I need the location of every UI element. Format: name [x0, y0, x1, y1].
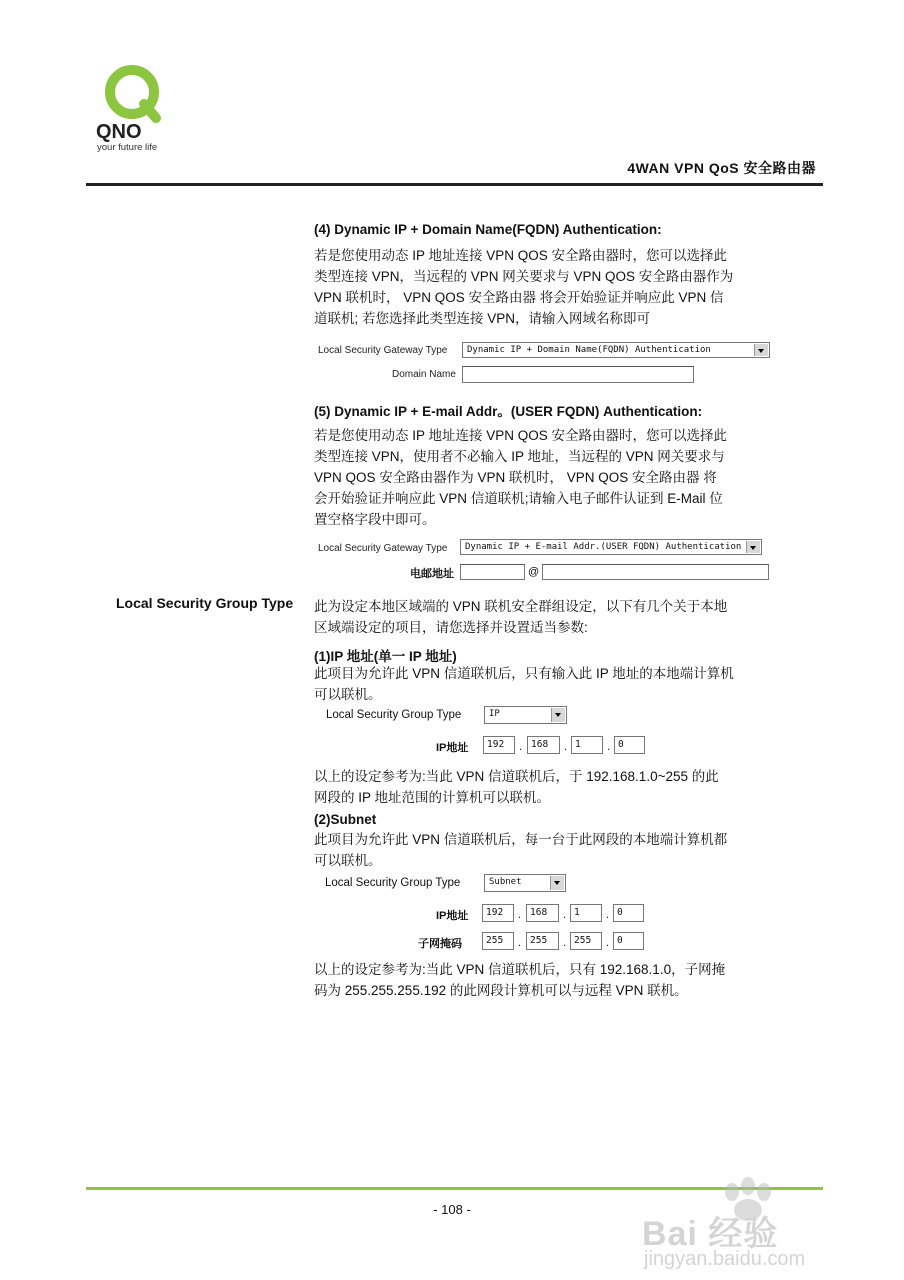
chevron-down-icon[interactable]	[754, 344, 768, 356]
gateway-type-select[interactable]	[460, 539, 762, 555]
subnet-desc-line: 此项目为允许此 VPN 信道联机后，每一台于此网段的本地端计算机都	[314, 832, 728, 847]
ip-octet-2[interactable]: 168	[527, 736, 560, 754]
group-type-term: Local Security Group Type	[116, 595, 294, 611]
ip-octet-4[interactable]: 0	[614, 736, 645, 754]
section4-line: 类型连接 VPN，当远程的 VPN 网关要求与 VPN QOS 安全路由器作为	[314, 269, 734, 284]
section4-line: 若是您使用动态 IP 地址连接 VPN QOS 安全路由器时，您可以选择此	[314, 248, 728, 263]
section5-line: 置空格字段中即可。	[314, 512, 436, 527]
ip-dot: .	[519, 741, 523, 753]
subnet-ip-octet-1[interactable]: 192	[482, 904, 514, 922]
section5-heading: (5) Dynamic IP + E-mail Addr。(USER FQDN) Authentication:	[314, 404, 703, 419]
page-number: - 108 -	[433, 1202, 471, 1217]
ip-address-label: IP地址	[436, 910, 469, 922]
subnet-desc-line: 可以联机。	[314, 853, 382, 868]
chevron-down-icon[interactable]	[746, 541, 760, 553]
mask-octet-3[interactable]: 255	[570, 932, 602, 950]
subnet-note	[314, 959, 789, 1001]
ip-desc	[314, 663, 789, 705]
ip-dot: .	[564, 741, 568, 753]
mask-octet-1[interactable]: 255	[482, 932, 514, 950]
group-type-select[interactable]	[484, 874, 566, 892]
section5-line: VPN QOS 安全路由器作为 VPN 联机时， VPN QOS 安全路由器 将	[314, 470, 717, 485]
section4-body	[314, 245, 789, 329]
watermark-url: jingyan.baidu.com	[644, 1248, 806, 1270]
mask-dot: .	[518, 937, 522, 949]
section5-line: 会开始验证并响应此 VPN 信道联机;请输入电子邮件认证到 E-Mail 位	[314, 491, 723, 506]
subnet-heading: (2)Subnet	[314, 812, 377, 827]
ip-heading: (1)IP 地址(单一 IP 地址)	[314, 649, 457, 664]
mask-dot: .	[563, 937, 567, 949]
group-type-value: Subnet	[489, 877, 522, 887]
ip-dot: .	[607, 741, 611, 753]
watermark-title: Bai 经验	[642, 1215, 779, 1253]
gateway-type-label: Local Security Gateway Type	[318, 543, 448, 554]
group-type-select[interactable]	[484, 706, 567, 724]
domain-name-input[interactable]	[462, 366, 694, 383]
at-sign: @	[528, 566, 540, 578]
mask-octet-2[interactable]: 255	[526, 932, 559, 950]
group-type-label: Local Security Group Type	[325, 877, 461, 889]
subnet-desc	[314, 829, 789, 871]
section5-body	[314, 425, 789, 530]
gateway-type-value: Dynamic IP + Domain Name(FQDN) Authentication	[467, 345, 711, 355]
gateway-type-value: Dynamic IP + E-mail Addr.(USER FQDN) Authentication	[465, 542, 742, 552]
ip-address-label: IP地址	[436, 742, 469, 754]
subnet-mask-label: 子网掩码	[418, 938, 462, 950]
mask-dot: .	[606, 937, 610, 949]
chevron-down-icon[interactable]	[551, 708, 565, 722]
gateway-type-label: Local Security Gateway Type	[318, 345, 448, 356]
mask-octet-4[interactable]: 0	[613, 932, 644, 950]
group-type-intro	[314, 596, 789, 638]
subnet-ip-octet-3[interactable]: 1	[570, 904, 602, 922]
qno-logo-mark	[96, 62, 176, 142]
section5-line: 类型连接 VPN，使用者不必输入 IP 地址，当远程的 VPN 网关要求与	[314, 449, 725, 464]
group-type-intro-line: 此为设定本地区域端的 VPN 联机安全群组设定，以下有几个关于本地	[314, 599, 728, 614]
email-domain-input[interactable]	[542, 564, 769, 580]
ip-desc-line: 可以联机。	[314, 687, 382, 702]
ip-desc-line: 此项目为允许此 VPN 信道联机后，只有输入此 IP 地址的本地端计算机	[314, 666, 734, 681]
group-type-intro-line: 区域端设定的项目，请您选择并设置适当参数:	[314, 620, 588, 635]
ip-octet-1[interactable]: 192	[483, 736, 515, 754]
section4-heading: (4) Dynamic IP + Domain Name(FQDN) Authentication:	[314, 222, 662, 237]
ip-octet-3[interactable]: 1	[571, 736, 603, 754]
subnet-ip-octet-4[interactable]: 0	[613, 904, 644, 922]
ip-note-line: 网段的 IP 地址范围的计算机可以联机。	[314, 790, 551, 805]
brand-wordmark: QNO	[96, 121, 142, 142]
logo-tagline: your future life	[97, 142, 158, 153]
chevron-down-icon[interactable]	[550, 876, 564, 890]
ip-dot: .	[563, 909, 567, 921]
baidu-watermark	[632, 1172, 852, 1272]
email-user-input[interactable]	[460, 564, 525, 580]
product-title: 4WAN VPN QoS 安全路由器	[627, 160, 816, 176]
section5-line: 若是您使用动态 IP 地址连接 VPN QOS 安全路由器时，您可以选择此	[314, 428, 728, 443]
header-divider	[86, 183, 823, 186]
domain-name-label: Domain Name	[392, 369, 456, 380]
gateway-type-select[interactable]	[462, 342, 770, 358]
ip-note-line: 以上的设定参考为:当此 VPN 信道联机后，于 192.168.1.0~255 的此	[314, 769, 719, 784]
email-label: 电邮地址	[410, 568, 454, 580]
subnet-note-line: 以上的设定参考为:当此 VPN 信道联机后，只有 192.168.1.0，子网掩	[314, 962, 726, 977]
subnet-note-line: 码为 255.255.255.192 的此网段计算机可以与远程 VPN 联机。	[314, 983, 688, 998]
section4-line: VPN 联机时， VPN QOS 安全路由器 将会开始验证并响应此 VPN 信	[314, 290, 724, 305]
group-type-label: Local Security Group Type	[326, 709, 462, 721]
group-type-value: IP	[489, 709, 500, 719]
ip-dot: .	[606, 909, 610, 921]
section4-line: 道联机; 若您选择此类型连接 VPN，请输入网域名称即可	[314, 311, 651, 326]
ip-note	[314, 766, 789, 808]
ip-dot: .	[518, 909, 522, 921]
qno-logo	[96, 62, 176, 154]
subnet-ip-octet-2[interactable]: 168	[526, 904, 559, 922]
